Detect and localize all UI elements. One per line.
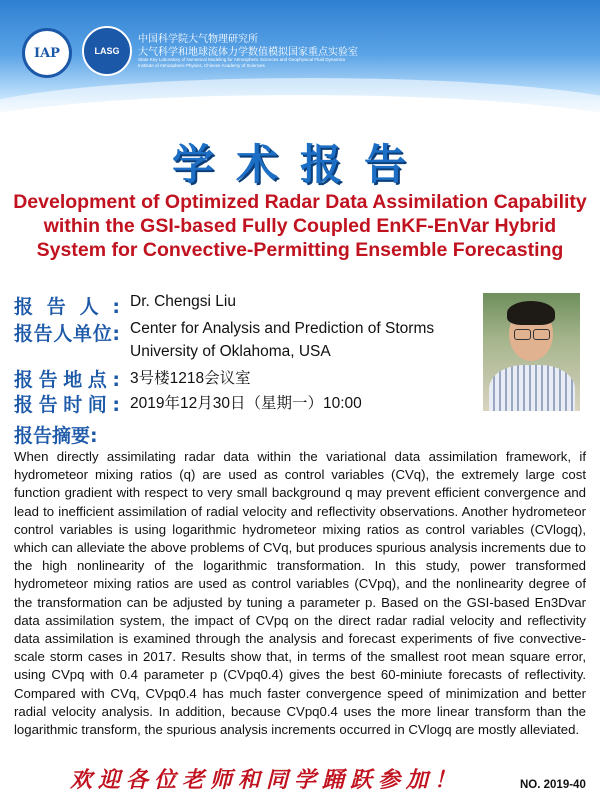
location-label: 报告地点: [14, 369, 120, 391]
seminar-title: 学术报告 [171, 140, 428, 189]
photo-hair [507, 301, 555, 325]
iap-logo [22, 28, 72, 78]
affiliation-line1: Center for Analysis and Prediction of Storms [130, 320, 435, 337]
abstract-label: 报告摘要: [14, 425, 98, 447]
iap-logo-text: IAP [34, 46, 60, 61]
time-label: 报告时间: [14, 394, 120, 416]
lab-name-cn: 大气科学和地球流体力学数值模拟国家重点实验室 [138, 47, 358, 58]
speaker-label: 报告人: [14, 296, 120, 318]
affiliation-line2: University of Oklahoma, USA [130, 343, 331, 360]
welcome-message: 欢迎各位老师和同学踊跃参加！ [70, 767, 463, 793]
abstract-text: When directly assimilating radar data within the variational data assimilation framework, if hydrometeor mixing ratios (q) are used as control variables (CVq), the extremely large cost function gradient with respect to very small background q may prevent efficient convergence and lead to inefficient assimilation of radial velocity and reflectivity observations. Another hydrometeor control variables is using logarithmic hydrometeor mixing ratios as control variables (CVlogq), which can alleviate the above problems of CVq, but produces spurious analysis increments due to the high nonlinearity of the logarithmic transformation. In this study, power transformed hydrometeor mixing ratios are used as control variables (CVpq), and the nonlinearity degree of the transformation can be adjusted by tuning a parameter p. Based on the GSI-based En3Dvar data assimilation system, the impact of CVpq on the direct radar radial velocity and reflectivity data assimilation is examined through the analysis and forecast experiments of five convective-scale storm cases in 2017. Results show that, in terms of the smallest root mean square error, using CVpq with 0.4 parameter p (CVpq0.4) gives the best 60-miniute forecasts of reflectivity. Compared with CVq, CVpq0.4 has much faster convergence speed of minimization and better radial velocity analysis. In addition, because CVpq0.4 uses the more linear transform than the logarithmic transform, the spurious analysis increments occurred in CVlogq are mostly alleviated. [14, 449, 586, 738]
lab-name-en: State Key Laboratory of Numerical Modeling for Atmospheric Sciences and Geophysical Fluid Dynamics [138, 57, 346, 62]
affiliation-label: 报告人单位: [14, 323, 120, 345]
time-value: 2019年12月30日（星期一）10:00 [130, 395, 362, 412]
institute-name-cn: 中国科学院大气物理研究所 [138, 34, 258, 45]
lasg-logo-text: LASG [94, 46, 120, 56]
talk-title: Development of Optimized Radar Data Assimilation Capability within the GSI-based Fully Coupled EnKF-EnVar Hybrid System for Convective-Permitting Ensemble Forecasting [13, 191, 587, 261]
photo-glasses [514, 329, 531, 340]
photo-glasses [533, 329, 550, 340]
location-value: 3号楼1218会议室 [130, 370, 251, 387]
institute-name-en: Institute of Atmospheric Physics, Chinese Academy of Sciences [138, 63, 265, 68]
speaker-photo [483, 293, 580, 411]
photo-shirt [489, 365, 575, 411]
lasg-logo [82, 26, 132, 76]
speaker-name: Dr. Chengsi Liu [130, 293, 236, 310]
notice-number: NO. 2019-40 [520, 779, 586, 791]
header-banner [0, 0, 600, 120]
